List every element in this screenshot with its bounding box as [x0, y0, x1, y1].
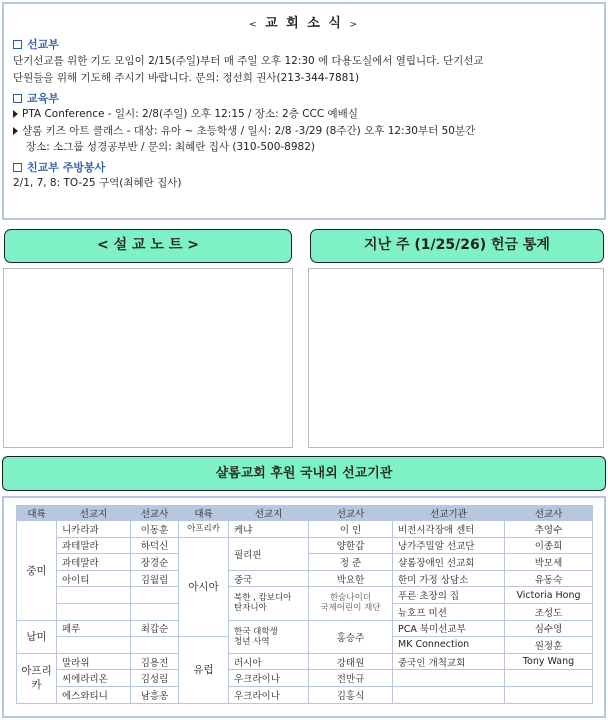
col-header: 대륙: [17, 506, 57, 521]
field-cell: 아이티: [57, 570, 131, 587]
checkbox-square-icon: [13, 94, 22, 103]
field-cell: [57, 637, 131, 654]
bullet-arrow-icon: [13, 110, 18, 118]
missionary-cell: 최갑순: [131, 620, 179, 637]
missionary-cell: 김용진: [131, 653, 179, 670]
missionary-cell: 이 인: [309, 521, 393, 538]
col-header: 선교기관: [393, 506, 505, 521]
agency-cell: 뉴호프 미션: [393, 603, 505, 620]
col-header: 선교사: [309, 506, 393, 521]
agency-missionary-cell: 원정훈: [505, 637, 593, 654]
field-cell: 필리핀: [229, 537, 309, 570]
missionary-cell: [131, 637, 179, 654]
checkbox-square-icon: [13, 40, 22, 49]
mission-dept-heading: 선교부: [13, 36, 59, 52]
agency-missionary-cell: Victoria Hong: [505, 587, 593, 604]
church-news-box: [2, 2, 606, 220]
field-cell: 에스와티니: [57, 686, 131, 703]
agency-cell: 푸른 초장의 집: [393, 587, 505, 604]
field-line: 한국 대학생: [234, 626, 278, 637]
agency-cell: [393, 686, 505, 703]
missionary-line: 한숨나이더: [329, 593, 372, 604]
mission-table-box: [2, 496, 606, 718]
table-row: [17, 587, 593, 604]
mission-agencies-banner: 샬롬교회 후원 국내외 선교기관: [2, 456, 606, 491]
col-header: 선교사: [505, 506, 593, 521]
agency-missionary-cell: 조성도: [505, 603, 593, 620]
church-news-title-text: 교 회 소 식: [265, 16, 343, 31]
table-row: [17, 570, 593, 587]
missionary-cell: 김성림: [131, 670, 179, 687]
table-row: [17, 653, 593, 670]
agency-cell: [393, 670, 505, 687]
table-row: [17, 670, 593, 687]
field-cell: [229, 620, 309, 653]
col-header: 대륙: [179, 506, 229, 521]
table-row: [17, 537, 593, 554]
agency-cell: 샬롬장애인 선교회: [393, 554, 505, 571]
region-cell: 아프리카: [17, 653, 57, 703]
agency-missionary-cell: 유동숙: [505, 570, 593, 587]
agency-missionary-cell: 추영수: [505, 521, 593, 538]
field-cell: 니카라과: [57, 521, 131, 538]
agency-missionary-cell: [505, 670, 593, 687]
missionary-cell: 정 준: [309, 554, 393, 571]
col-header: 선교지: [229, 506, 309, 521]
missionary-cell: 전만규: [309, 670, 393, 687]
offering-stats-panel: [308, 268, 604, 448]
region-cell: 아시아: [179, 537, 229, 637]
agency-cell: 낭가주밀알 선교단: [393, 537, 505, 554]
field-cell: 우크라이나: [229, 670, 309, 687]
field-cell: 과테말라: [57, 537, 131, 554]
mission-dept-line-1: 단기선교를 위한 기도 모임이 2/15(주일)부터 매 주일 오후 12:30 에 다용도실에서 열립니다. 단기선교: [13, 55, 484, 67]
col-header: 선교지: [57, 506, 131, 521]
table-row: [17, 620, 593, 637]
missionary-cell: 양한갑: [309, 537, 393, 554]
field-cell: [57, 587, 131, 604]
agency-cell: MK Connection: [393, 637, 505, 654]
education-item-2: 샬롬 키즈 아트 클래스 - 대상: 유아 ~ 초등학생 / 일시: 2/8 -3/29 (8주간) 오후 12:30부터 50분간: [13, 123, 475, 138]
agency-cell: 중국인 개척교회: [393, 653, 505, 670]
table-row: [17, 686, 593, 703]
sermon-notes-header: < 설 교 노 트 >: [4, 229, 292, 263]
agency-cell: PCA 북미선교부: [393, 620, 505, 637]
fellowship-heading: 친교부 주방봉사: [13, 159, 105, 175]
region-cell: 유럽: [179, 637, 229, 703]
field-cell: 과테말라: [57, 554, 131, 571]
agency-missionary-cell: 박모세: [505, 554, 593, 571]
missionary-cell: 장경순: [131, 554, 179, 571]
agency-missionary-cell: [505, 686, 593, 703]
region-cell: 남미: [17, 620, 57, 653]
missionary-cell: 김월림: [131, 570, 179, 587]
mission-dept-line-2: 단원들을 위해 기도해 주시기 바랍니다. 문의: 정선희 권사(213-344-7881): [13, 72, 360, 84]
missionary-line: 국제어린이 재단: [320, 603, 381, 614]
table-header-row: [17, 506, 593, 521]
field-cell: 우크라이나: [229, 686, 309, 703]
region-cell: 아프리카: [179, 521, 229, 538]
agency-cell: 한미 가정 상담소: [393, 570, 505, 587]
table-row: [17, 521, 593, 538]
fellowship-line-1: 2/1, 7, 8: TO-25 구역(최혜란 집사): [13, 177, 182, 189]
field-line: 청년 사역: [234, 636, 270, 647]
missionary-cell: 박요한: [309, 570, 393, 587]
missionary-cell: 남흥옹: [131, 686, 179, 703]
mission-table: [16, 505, 593, 704]
missionary-cell: [131, 603, 179, 620]
field-cell: 케냐: [229, 521, 309, 538]
agency-cell: 비전시각장애 센터: [393, 521, 505, 538]
missionary-cell: 김홍식: [309, 686, 393, 703]
education-item-1: PTA Conference - 일시: 2/8(주일) 오후 12:15 / 장소: 2층 CCC 예배실: [13, 106, 358, 121]
sermon-notes-panel[interactable]: [3, 268, 293, 448]
field-cell: 페루: [57, 620, 131, 637]
education-dept-heading: 교육부: [13, 90, 59, 106]
offering-stats-header: 지난 주 (1/25/26) 헌금 통계: [310, 229, 604, 263]
agency-missionary-cell: Tony Wang: [505, 653, 593, 670]
missionary-cell: 홍승주: [309, 620, 393, 653]
missionary-cell: [309, 587, 393, 620]
field-line: 북한 , 캄보디아: [234, 593, 292, 604]
field-line: 탄자니아: [234, 603, 267, 614]
field-cell: [57, 603, 131, 620]
education-item-2-cont: 장소: 소그룹 성경공부반 / 문의: 최혜란 집사 (310-500-8982): [26, 141, 315, 153]
checkbox-square-icon: [13, 163, 22, 172]
region-cell: 중미: [17, 521, 57, 621]
field-cell: 말라위: [57, 653, 131, 670]
field-cell: [229, 587, 309, 620]
missionary-cell: [131, 587, 179, 604]
church-news-title: < 교 회 소 식 >: [249, 16, 359, 31]
field-cell: 씨에라리온: [57, 670, 131, 687]
agency-missionary-cell: 이종희: [505, 537, 593, 554]
col-header: 선교사: [131, 506, 179, 521]
field-cell: 중국: [229, 570, 309, 587]
agency-missionary-cell: 심수영: [505, 620, 593, 637]
missionary-cell: 이동훈: [131, 521, 179, 538]
missionary-cell: 하덕신: [131, 537, 179, 554]
field-cell: 러시아: [229, 653, 309, 670]
bullet-arrow-icon: [13, 127, 18, 135]
missionary-cell: 강태원: [309, 653, 393, 670]
